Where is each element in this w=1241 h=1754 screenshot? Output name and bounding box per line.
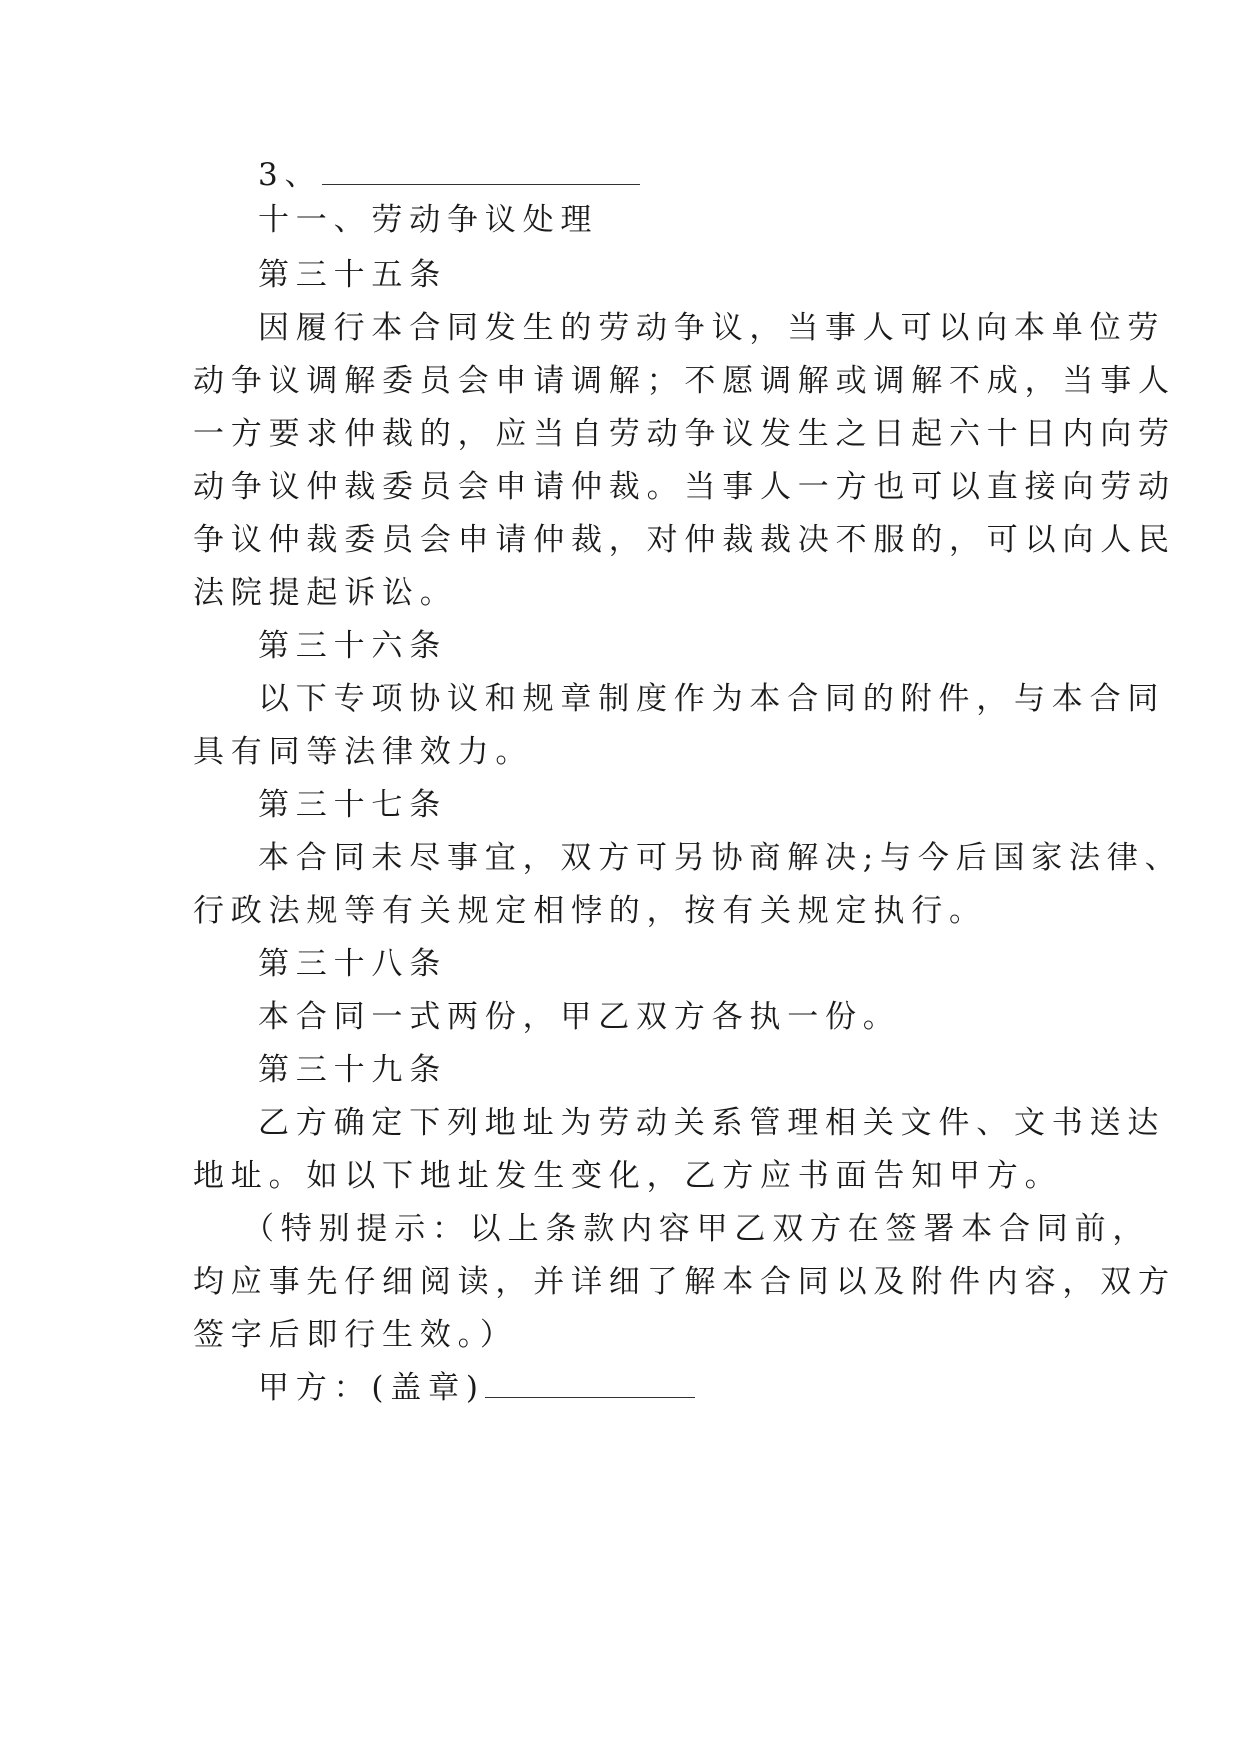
party-a-label: 甲方：(盖章) xyxy=(258,1370,485,1406)
article-36-line: 以下专项协议和规章制度作为本合同的附件，与本合同 xyxy=(258,681,1166,717)
party-a-blank-line xyxy=(485,1369,695,1398)
article-35-line: 法院提起诉讼。 xyxy=(193,575,458,611)
article-39-line: 乙方确定下列地址为劳动关系管理相关文件、文书送达 xyxy=(258,1105,1166,1141)
article-37-line: 行政法规等有关规定相悖的，按有关规定执行。 xyxy=(193,893,987,929)
article-38-line: 本合同一式两份，甲乙双方各执一份。 xyxy=(258,999,901,1035)
article-35-line: 动争议调解委员会申请调解；不愿调解或调解不成，当事人 xyxy=(193,363,1176,399)
item-3-blank-line xyxy=(322,156,640,185)
special-notice-line: （特别提示：以上条款内容甲乙双方在签署本合同前， xyxy=(243,1211,1151,1247)
article-37-line: 本合同未尽事宜，双方可另协商解决;与今后国家法律、 xyxy=(258,840,1183,876)
party-a-signature xyxy=(258,1368,1053,1408)
section-title: 十一、劳动争议处理 xyxy=(258,202,599,238)
article-35-line: 一方要求仲裁的，应当自劳动争议发生之日起六十日内向劳 xyxy=(193,416,1176,452)
item-3 xyxy=(258,155,1053,195)
article-35-line: 争议仲裁委员会申请仲裁，对仲裁裁决不服的，可以向人民 xyxy=(193,522,1176,558)
article-35-line: 动争议仲裁委员会申请仲裁。当事人一方也可以直接向劳动 xyxy=(193,469,1176,505)
special-notice-line: 均应事先仔细阅读，并详细了解本合同以及附件内容，双方 xyxy=(193,1264,1176,1300)
item-3-number: 3、 xyxy=(258,157,323,193)
article-39-line: 地址。如以下地址发生变化，乙方应书面告知甲方。 xyxy=(193,1158,1063,1194)
article-38-heading: 第三十八条 xyxy=(258,946,447,982)
article-36-heading: 第三十六条 xyxy=(258,628,447,664)
article-35-heading: 第三十五条 xyxy=(258,257,447,293)
article-37-heading: 第三十七条 xyxy=(258,787,447,823)
article-39-heading: 第三十九条 xyxy=(258,1052,447,1088)
article-35-line: 因履行本合同发生的劳动争议，当事人可以向本单位劳 xyxy=(258,310,1166,346)
article-36-line: 具有同等法律效力。 xyxy=(193,734,534,770)
special-notice-line: 签字后即行生效。） xyxy=(193,1317,518,1353)
